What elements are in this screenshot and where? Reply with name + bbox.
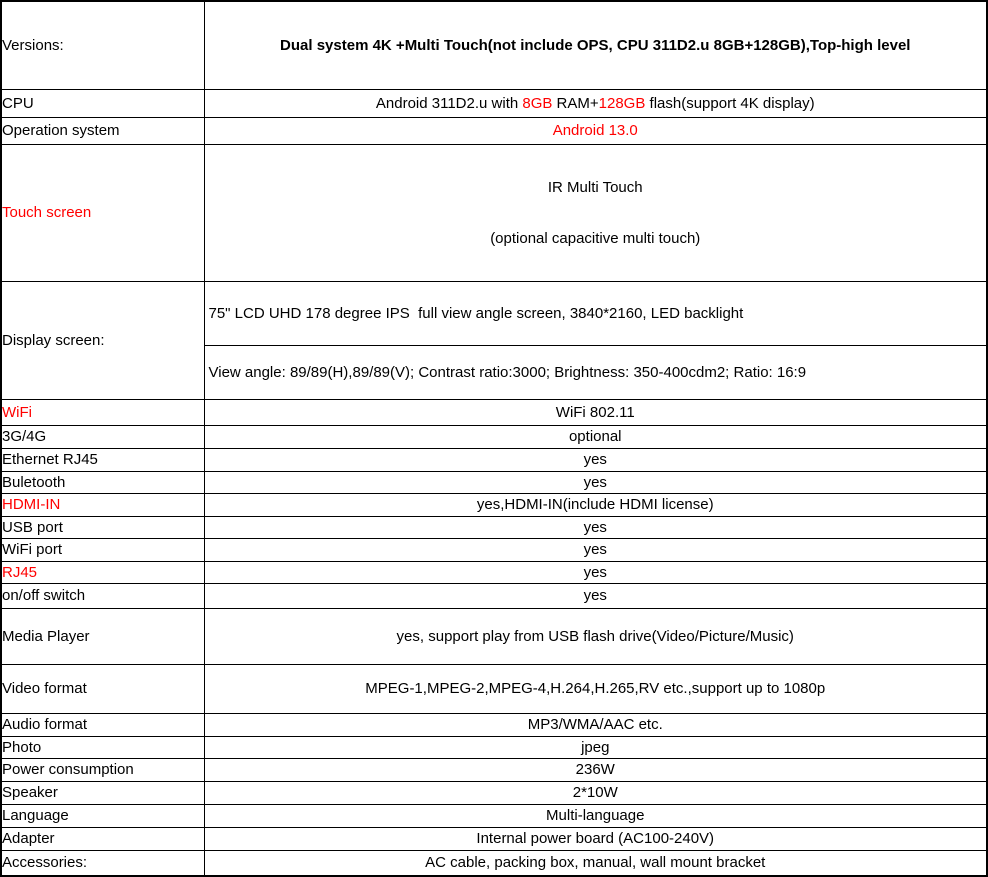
spec-label-speaker: Speaker — [1, 781, 204, 804]
spec-value-usb-port: yes — [204, 516, 987, 538]
spec-value-touch-screen — [204, 144, 987, 281]
spec-label-video-format: Video format — [1, 664, 204, 713]
spec-value-ethernet: yes — [204, 448, 987, 471]
spec-label-3g4g: 3G/4G — [1, 425, 204, 448]
row-wifi — [1, 399, 987, 425]
row-hdmi-in — [1, 493, 987, 516]
row-operation-system — [1, 117, 987, 144]
cpu-flash-highlight: 128GB — [598, 94, 646, 112]
spec-label-ethernet: Ethernet RJ45 — [1, 448, 204, 471]
row-onoff-switch — [1, 583, 987, 608]
spec-label-wifi: WiFi — [1, 399, 204, 425]
spec-value-language: Multi-language — [204, 804, 987, 827]
spec-value-display-details: View angle: 89/89(H),89/89(V); Contrast ratio:3000; Brightness: 350-400cdm2; Ratio: 16:9 — [204, 345, 987, 399]
spec-value-power-consumption: 236W — [204, 758, 987, 781]
spec-label-bluetooth: Buletooth — [1, 471, 204, 493]
row-display-screen — [1, 281, 987, 345]
spec-label-versions: Versions: — [1, 1, 204, 89]
spec-value-wifi: WiFi 802.11 — [204, 399, 987, 425]
cpu-text-segment: flash(support 4K display) — [645, 94, 815, 112]
spec-label-cpu: CPU — [1, 89, 204, 117]
spec-label-operation-system: Operation system — [1, 117, 204, 144]
spec-label-touch-screen: Touch screen — [1, 144, 204, 281]
spec-value-speaker: 2*10W — [204, 781, 987, 804]
row-power-consumption — [1, 758, 987, 781]
spec-value-3g4g: optional — [204, 425, 987, 448]
row-wifi-port — [1, 538, 987, 561]
spec-value-video-format: MPEG-1,MPEG-2,MPEG-4,H.264,H.265,RV etc.,support up to 1080p — [204, 664, 987, 713]
spec-value-rj45: yes — [204, 561, 987, 583]
row-speaker — [1, 781, 987, 804]
row-rj45 — [1, 561, 987, 583]
spec-label-power-consumption: Power consumption — [1, 758, 204, 781]
spec-value-bluetooth: yes — [204, 471, 987, 493]
row-touch-screen — [1, 144, 987, 281]
row-video-format — [1, 664, 987, 713]
spec-value-wifi-port: yes — [204, 538, 987, 561]
row-bluetooth — [1, 471, 987, 493]
spec-value-adapter: Internal power board (AC100-240V) — [204, 827, 987, 850]
row-3g4g — [1, 425, 987, 448]
spec-value-media-player: yes, support play from USB flash drive(Video/Picture/Music) — [204, 608, 987, 664]
spec-value-audio-format: MP3/WMA/AAC etc. — [204, 713, 987, 736]
spec-value-cpu — [204, 89, 987, 117]
spec-value-accessories: AC cable, packing box, manual, wall mount bracket — [204, 850, 987, 876]
touch-screen-line2: (optional capacitive multi touch) — [490, 229, 701, 247]
spec-label-media-player: Media Player — [1, 608, 204, 664]
spec-label-audio-format: Audio format — [1, 713, 204, 736]
spec-value-versions: Dual system 4K +Multi Touch(not include OPS, CPU 311D2.u 8GB+128GB),Top-high level — [204, 1, 987, 89]
row-media-player — [1, 608, 987, 664]
cpu-text-segment: RAM+ — [552, 94, 599, 112]
row-versions — [1, 1, 987, 89]
spec-value-operation-system: Android 13.0 — [204, 117, 987, 144]
spec-label-hdmi-in: HDMI-IN — [1, 493, 204, 516]
row-accessories — [1, 850, 987, 876]
row-ethernet — [1, 448, 987, 471]
spec-value-hdmi-in: yes,HDMI-IN(include HDMI license) — [204, 493, 987, 516]
row-cpu — [1, 89, 987, 117]
spec-label-wifi-port: WiFi port — [1, 538, 204, 561]
cpu-ram-highlight: 8GB — [522, 94, 553, 112]
spec-value-display-panel: 75" LCD UHD 178 degree IPS full view angle screen, 3840*2160, LED backlight — [204, 281, 987, 345]
row-adapter — [1, 827, 987, 850]
row-photo — [1, 736, 987, 758]
spec-label-display-screen: Display screen: — [1, 281, 204, 399]
spec-label-rj45: RJ45 — [1, 561, 204, 583]
cpu-text-segment: Android 311D2.u with — [375, 94, 523, 112]
spec-label-onoff-switch: on/off switch — [1, 583, 204, 608]
row-audio-format — [1, 713, 987, 736]
spec-value-photo: jpeg — [204, 736, 987, 758]
touch-screen-line1: IR Multi Touch — [547, 178, 643, 196]
row-usb-port — [1, 516, 987, 538]
row-language — [1, 804, 987, 827]
spec-value-onoff-switch: yes — [204, 583, 987, 608]
spec-label-usb-port: USB port — [1, 516, 204, 538]
spec-label-language: Language — [1, 804, 204, 827]
spec-label-accessories: Accessories: — [1, 850, 204, 876]
spec-label-photo: Photo — [1, 736, 204, 758]
spec-label-adapter: Adapter — [1, 827, 204, 850]
